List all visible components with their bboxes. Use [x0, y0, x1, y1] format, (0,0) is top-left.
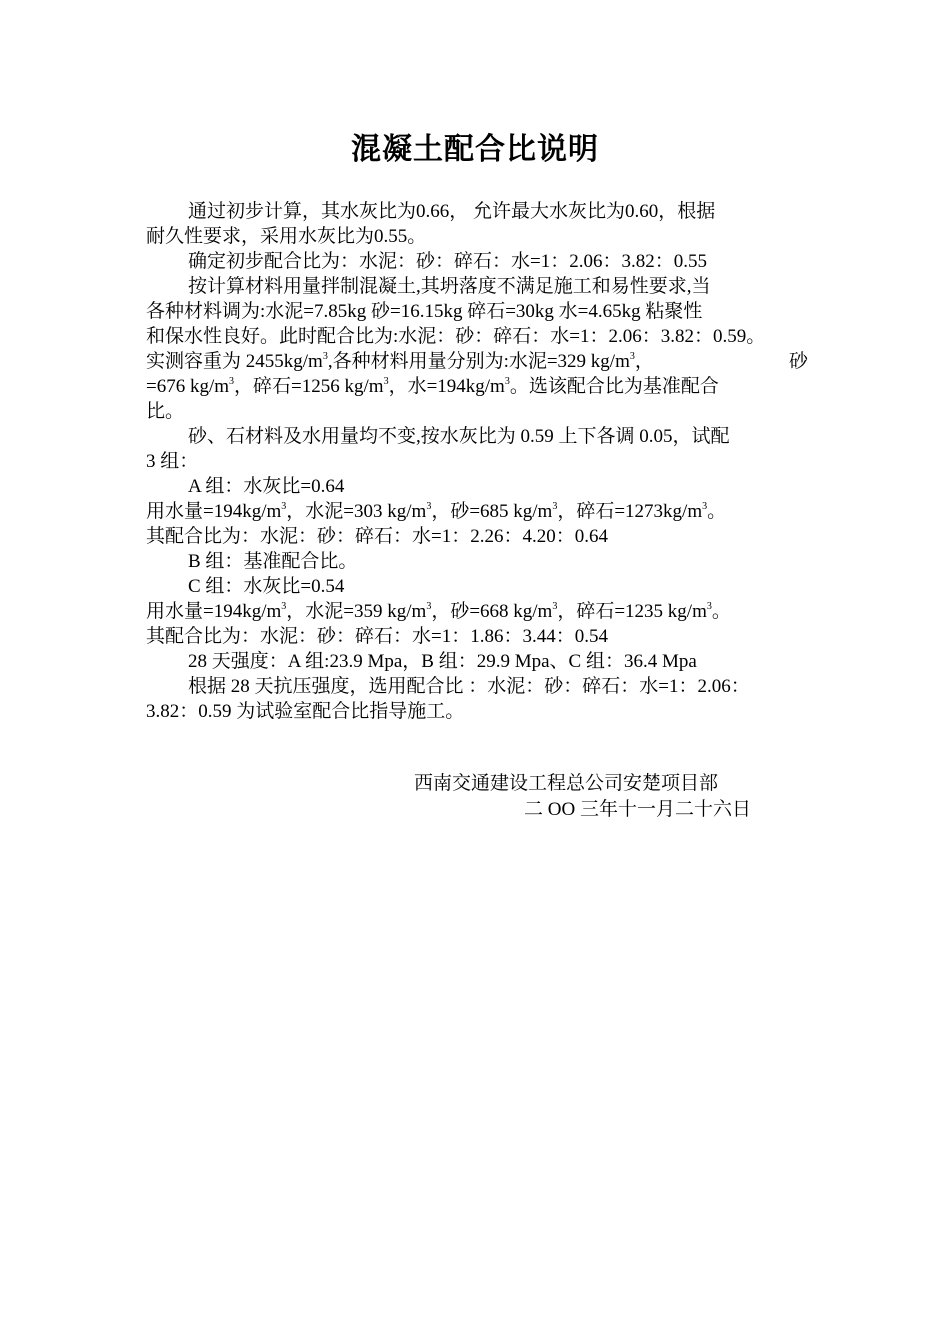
signature-organization: 西南交通建设工程总公司安楚项目部: [414, 773, 719, 794]
unit-superscript: 3: [552, 501, 558, 512]
separator-text: ，: [634, 351, 654, 372]
unit-superscript: 3: [229, 376, 235, 387]
sand-label: 砂: [788, 351, 808, 372]
unit-superscript: 3: [281, 501, 287, 512]
paragraph-3-line-5: [146, 374, 808, 399]
paragraph-3-line-1: 按计算材料用量拌制混凝土,其坍落度不满足施工和易性要求,当: [188, 276, 711, 297]
signature-date: 二 OO 三年十一月二十六日: [524, 799, 751, 820]
density-text: 实测容重为 2455kg/m: [146, 351, 323, 372]
unit-superscript: 3: [706, 601, 712, 612]
group-a-ratio: 其配合比为：水泥：砂：碎石：水=1：2.26：4.20：0.64: [146, 526, 608, 547]
group-c-gravel: ，碎石=1235 kg/m: [557, 601, 707, 622]
unit-superscript: 3: [383, 376, 389, 387]
paragraph-3-line-3: 和保水性良好。此时配合比为:水泥：砂：碎石：水=1：2.06：3.82：0.59。: [146, 326, 766, 347]
group-a-water: 用水量=194kg/m: [146, 501, 282, 522]
unit-superscript: 3: [322, 351, 328, 362]
water-amount-text: ，水=194kg/m: [388, 376, 505, 397]
group-a-cement: ，水泥=303 kg/m: [286, 501, 427, 522]
strength-results: 28 天强度：A 组:23.9 Mpa，B 组：29.9 Mpa、C 组：36.4 Mpa: [188, 651, 697, 672]
unit-superscript: 3: [426, 601, 432, 612]
paragraph-1-line-2: 耐久性要求，采用水灰比为0.55。: [146, 226, 427, 247]
paragraph-3-line-2: 各种材料调为:水泥=7.85kg 砂=16.15kg 碎石=30kg 水=4.65kg 粘聚性: [146, 301, 703, 322]
paragraph-1-line-1: 通过初步计算，其水灰比为0.66， 允许最大水灰比为0.60，根据: [188, 201, 716, 222]
group-b-heading: B 组：基准配合比。: [188, 551, 358, 572]
initial-mix-ratio: 确定初步配合比为：水泥：砂：碎石：水=1：2.06：3.82：0.55: [188, 251, 707, 272]
paragraph-3-line-6: 比。: [146, 401, 185, 422]
paragraph-3-line-4-text: [146, 349, 654, 374]
group-a-heading: A 组：水灰比=0.64: [188, 476, 345, 497]
unit-superscript: 3: [426, 501, 432, 512]
group-a-sand: ，砂=685 kg/m: [431, 501, 553, 522]
group-c-heading: C 组：水灰比=0.54: [188, 576, 345, 597]
document-body: [146, 199, 808, 724]
gravel-amount-text: ，碎石=1256 kg/m: [234, 376, 384, 397]
group-a-gravel: ，碎石=1273kg/m: [557, 501, 703, 522]
paragraph-4-line-2: 3 组：: [146, 451, 199, 472]
conclusion-line-1: 根据 28 天抗压强度，选用配合比 ：水泥：砂：碎石：水=1：2.06：: [188, 676, 750, 697]
group-c-water: 用水量=194kg/m: [146, 601, 282, 622]
group-c-amounts: [146, 599, 808, 624]
paragraph-4-line-1: 砂、石材料及水用量均不变,按水灰比为 0.59 上下各调 0.05，试配: [188, 426, 730, 447]
group-a-amounts: [146, 499, 808, 524]
unit-superscript: 3: [702, 501, 708, 512]
conclusion-line-2: 3.82：0.59 为试验室配合比指导施工。: [146, 701, 465, 722]
unit-superscript: 3: [281, 601, 287, 612]
group-a-end: 。: [707, 501, 727, 522]
sand-amount-text: =676 kg/m: [146, 376, 230, 397]
baseline-choice-text: 。选该配合比为基准配合: [509, 376, 719, 397]
cement-amount-text: ,各种材料用量分别为:水泥=329 kg/m: [327, 351, 630, 372]
document-title: 混凝土配合比说明: [351, 132, 599, 167]
unit-superscript: 3: [552, 601, 558, 612]
group-c-sand: ，砂=668 kg/m: [431, 601, 553, 622]
group-c-ratio: 其配合比为：水泥：砂：碎石：水=1：1.86：3.44：0.54: [146, 626, 608, 647]
group-c-end: 。: [711, 601, 731, 622]
unit-superscript: 3: [629, 351, 635, 362]
unit-superscript: 3: [504, 376, 510, 387]
group-c-cement: ，水泥=359 kg/m: [286, 601, 427, 622]
paragraph-3-line-4: [146, 349, 808, 374]
